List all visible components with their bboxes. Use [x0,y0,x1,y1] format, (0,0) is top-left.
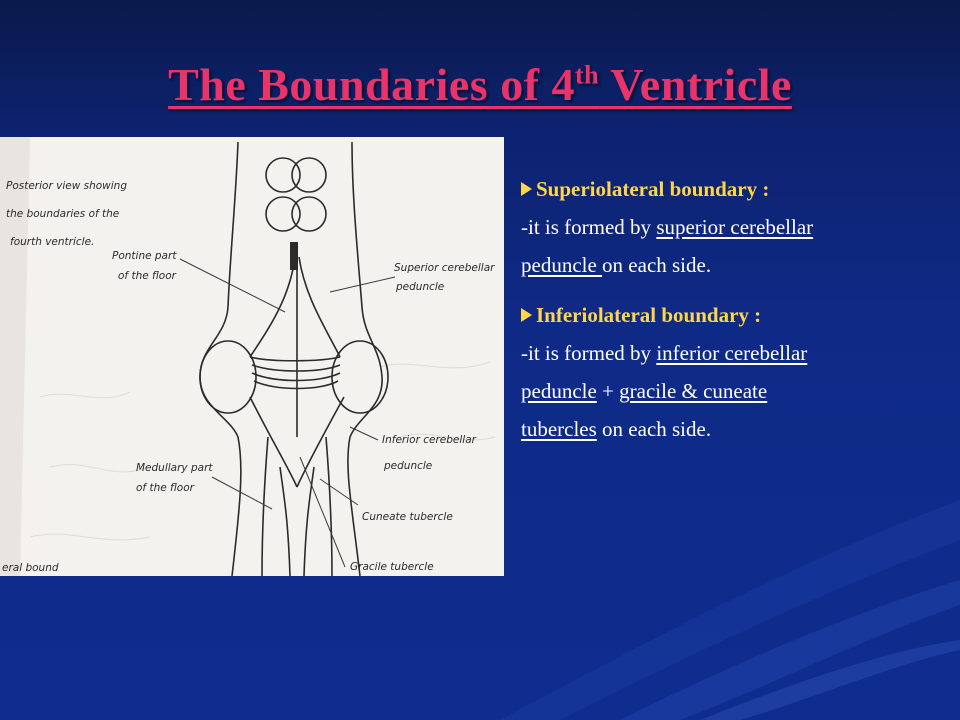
label-inferior-2: peduncle [384,460,433,472]
title-text: The Boundaries of 4 [168,59,576,110]
bullet-inferiolateral [521,296,951,448]
label-cuneate: Cuneate tubercle [362,511,453,523]
label-superior-1: Superior cerebellar [394,262,495,274]
obex-mark [290,242,298,270]
slide-title [0,58,960,111]
label-pontine-1: Pontine part [112,250,177,262]
boundaries-text [521,170,951,448]
figure-caption-line-3: fourth ventricle. [10,236,95,248]
bullet-body-superiolateral: -it is formed by superior cerebellar peduncle on each side. [521,215,814,277]
bullet-heading-inferiolateral: Inferiolateral boundary : [521,296,951,334]
anatomy-figure [0,137,504,576]
label-superior-2: peduncle [396,281,445,293]
arrow-bullet-icon [521,308,532,322]
label-gracile: Gracile tubercle [350,561,434,573]
title-superscript: th [575,60,600,90]
label-medullary-2: of the floor [136,482,194,494]
figure-caption-line-2: the boundaries of the [6,208,120,220]
bullet-heading-superiolateral: Superiolateral boundary : [521,170,951,208]
title-text-end: Ventricle [599,59,792,110]
label-edge: eral bound [2,562,59,574]
arrow-bullet-icon [521,182,532,196]
bullet-body-inferiolateral: -it is formed by inferior cerebellar peduncle + gracile & cuneate tubercles on each side. [521,341,808,441]
label-pontine-2: of the floor [118,270,176,282]
label-inferior-1: Inferior cerebellar [382,434,476,446]
bullet-superiolateral [521,170,951,284]
brainstem-diagram [0,137,504,576]
figure-caption-line-1: Posterior view showing [6,180,128,192]
label-medullary-1: Medullary part [136,462,213,474]
